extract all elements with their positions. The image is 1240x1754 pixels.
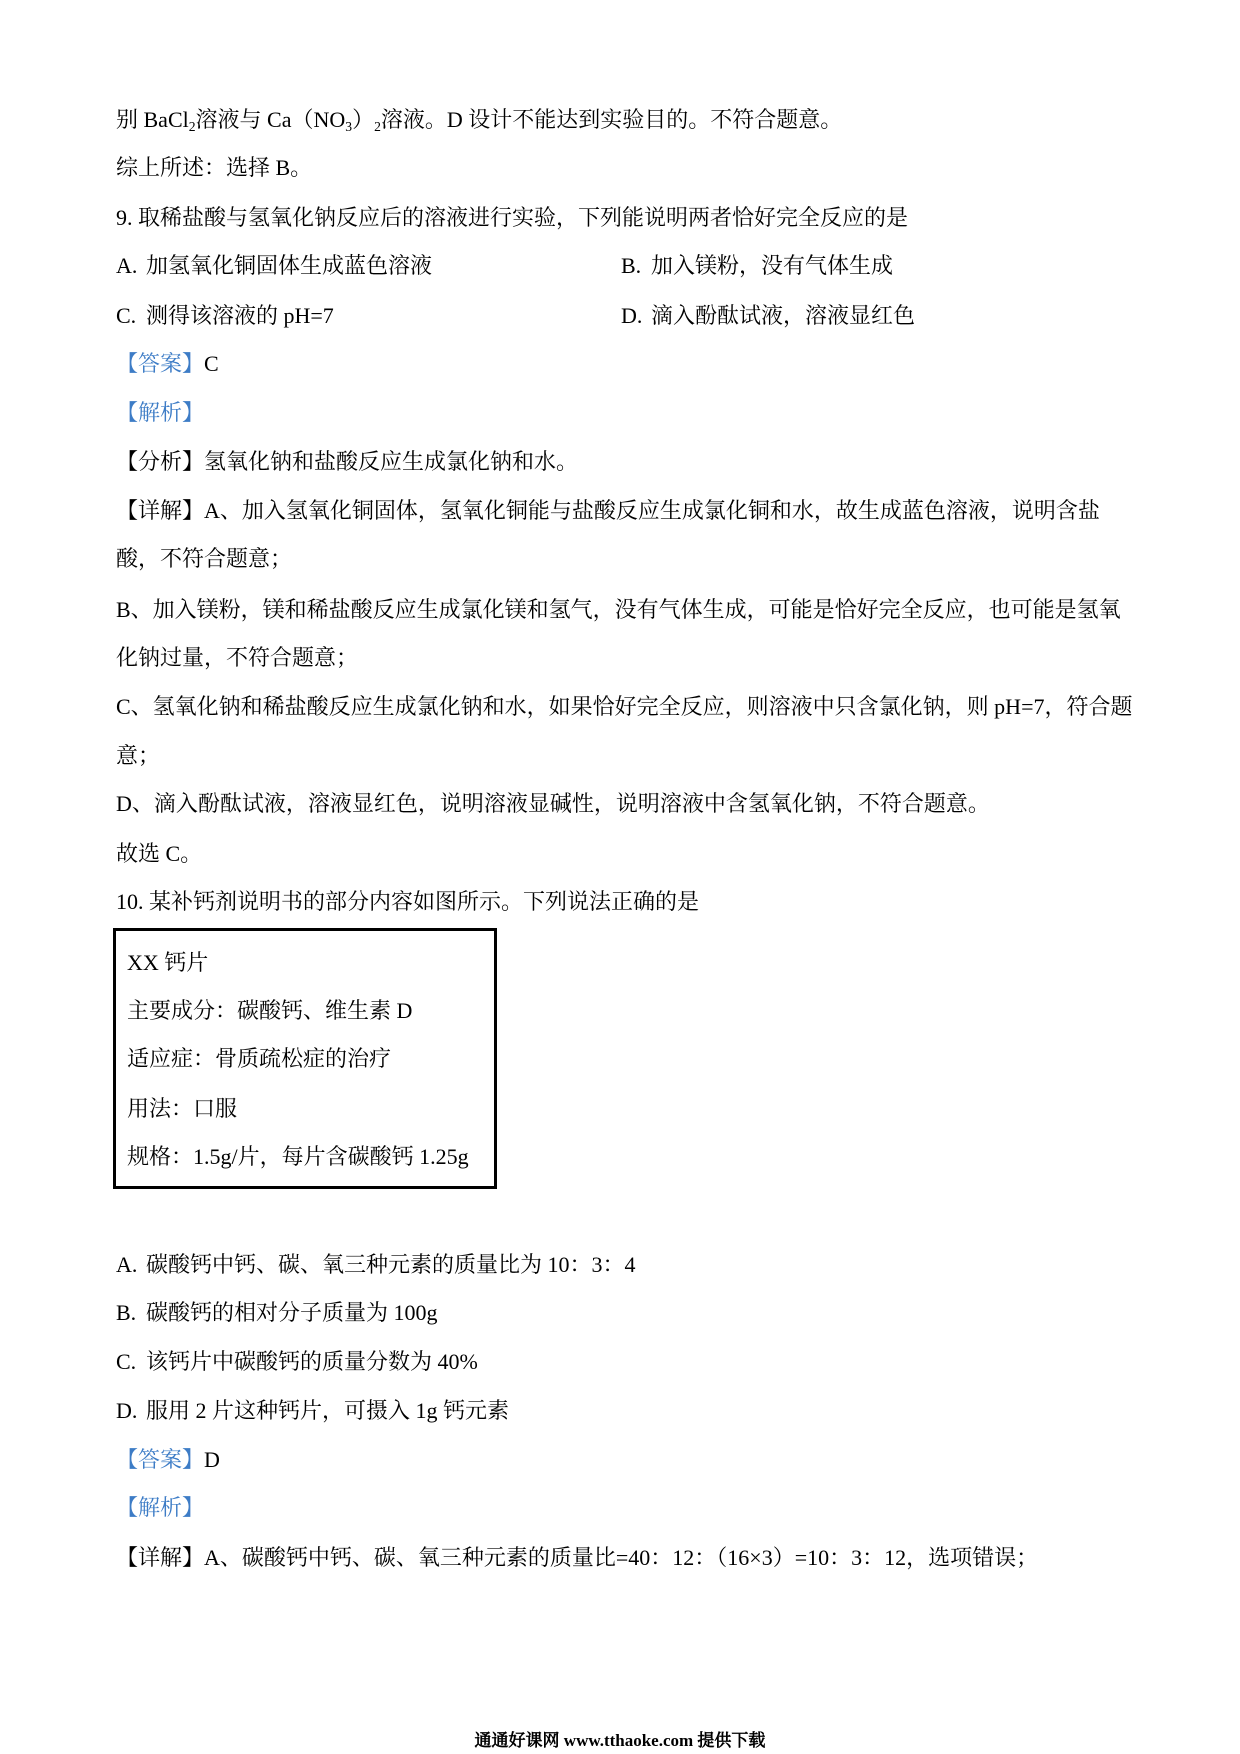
q9-detail-line: 意； [116, 743, 161, 768]
q9-detail-line: D、滴入酚酞试液，溶液显红色，说明溶液显碱性，说明溶液中含氢氧化钠，不符合题意。 [116, 791, 990, 816]
q9-detail-line [116, 496, 1100, 526]
q10-option-a [116, 1250, 636, 1280]
q9-option-a [116, 253, 432, 278]
q9-options-row-1 [116, 251, 894, 281]
leaflet-usage: 用法：口服 [127, 1096, 238, 1121]
q9-answer [116, 349, 219, 379]
option-label: C. [116, 303, 137, 328]
answer-tag: 【答案】 [116, 351, 205, 376]
option-text: 加入镁粉，没有气体生成 [651, 253, 894, 278]
option-label: D. [621, 303, 643, 328]
q10-analysis-tag: 【解析】 [116, 1495, 205, 1520]
q10-option-b [116, 1298, 438, 1328]
option-label: A. [116, 1252, 138, 1277]
option-label: B. [116, 1300, 137, 1325]
q9-analysis-tag: 【解析】 [116, 400, 205, 425]
option-label: D. [116, 1398, 138, 1423]
option-text: 碳酸钙中钙、碳、氧三种元素的质量比为 10：3：4 [146, 1252, 636, 1277]
q10-detail-line [116, 1543, 1038, 1573]
fenxi-tag: 【分析】 [116, 449, 205, 474]
subscript: 3 [345, 118, 353, 134]
q10-stem: 10. 某补钙剂说明书的部分内容如图所示。下列说法正确的是 [116, 889, 700, 914]
option-label: A. [116, 253, 138, 278]
previous-summary: 综上所述：选择 B。 [116, 155, 313, 180]
option-text: 加氢氧化铜固体生成蓝色溶液 [146, 253, 433, 278]
option-label: B. [621, 253, 642, 278]
q9-fenxi [116, 447, 578, 477]
subscript: 2 [188, 118, 196, 134]
leaflet-box [113, 928, 497, 1189]
text-segment: 别 BaCl [116, 107, 189, 132]
option-text: 碳酸钙的相对分子质量为 100g [146, 1300, 438, 1325]
option-text: 服用 2 片这种钙片，可摄入 1g 钙元素 [146, 1398, 510, 1423]
answer-value: D [204, 1447, 220, 1472]
q9-detail-line: C、氢氧化钠和稀盐酸反应生成氯化钠和水，如果恰好完全反应，则溶液中只含氯化钠，则 pH=7，符合题 [116, 694, 1133, 719]
detail-tag: 【详解】 [116, 1545, 205, 1570]
answer-value: C [204, 351, 219, 376]
answer-tag: 【答案】 [116, 1447, 205, 1472]
q9-option-b [621, 251, 893, 281]
leaflet-spec: 规格：1.5g/片，每片含碳酸钙 1.25g [127, 1144, 469, 1169]
q10-option-d [116, 1396, 509, 1426]
q9-detail-line: 酸，不符合题意； [116, 546, 293, 571]
fenxi-text: 氢氧化钠和盐酸反应生成氯化钠和水。 [204, 449, 579, 474]
q9-options-row-2 [116, 301, 916, 331]
q10-option-c [116, 1347, 478, 1377]
page-footer: 通通好课网 www.tthaoke.com 提供下载 [474, 1731, 766, 1750]
text-segment: ） [352, 107, 375, 132]
previous-answer-tail [116, 105, 842, 135]
subscript: 2 [374, 118, 381, 134]
q9-detail-line: 化钠过量，不符合题意； [116, 645, 359, 670]
leaflet-product-name: XX 钙片 [127, 950, 209, 975]
option-label: C. [116, 1349, 137, 1374]
option-text: 滴入酚酞试液，溶液显红色 [651, 303, 916, 328]
text-segment: 溶液与 Ca（NO [195, 107, 346, 132]
q9-stem: 9. 取稀盐酸与氢氧化钠反应后的溶液进行实验，下列能说明两者恰好完全反应的是 [116, 205, 909, 230]
detail-tag: 【详解】 [116, 498, 205, 523]
text-segment: 溶液。D 设计不能达到实验目的。不符合题意。 [380, 107, 843, 132]
q9-option-c [116, 303, 334, 328]
q10-answer [116, 1445, 220, 1475]
leaflet-ingredients: 主要成分：碳酸钙、维生素 D [127, 998, 413, 1023]
detail-text: A、加入氢氧化铜固体，氢氧化铜能与盐酸反应生成氯化铜和水，故生成蓝色溶液，说明含盐 [204, 498, 1100, 523]
q9-option-d [621, 301, 915, 331]
leaflet-indication: 适应症：骨质疏松症的治疗 [127, 1046, 392, 1071]
option-text: 该钙片中碳酸钙的质量分数为 40% [146, 1349, 478, 1374]
option-text: 测得该溶液的 pH=7 [146, 303, 334, 328]
detail-text: A、碳酸钙中钙、碳、氧三种元素的质量比=40：12：（16×3）=10：3：12，选项错误； [204, 1545, 1039, 1570]
q9-detail-line: B、加入镁粉，镁和稀盐酸反应生成氯化镁和氢气，没有气体生成，可能是恰好完全反应，也可能是氢氧 [116, 597, 1121, 622]
q9-conclusion: 故选 C。 [116, 841, 203, 866]
